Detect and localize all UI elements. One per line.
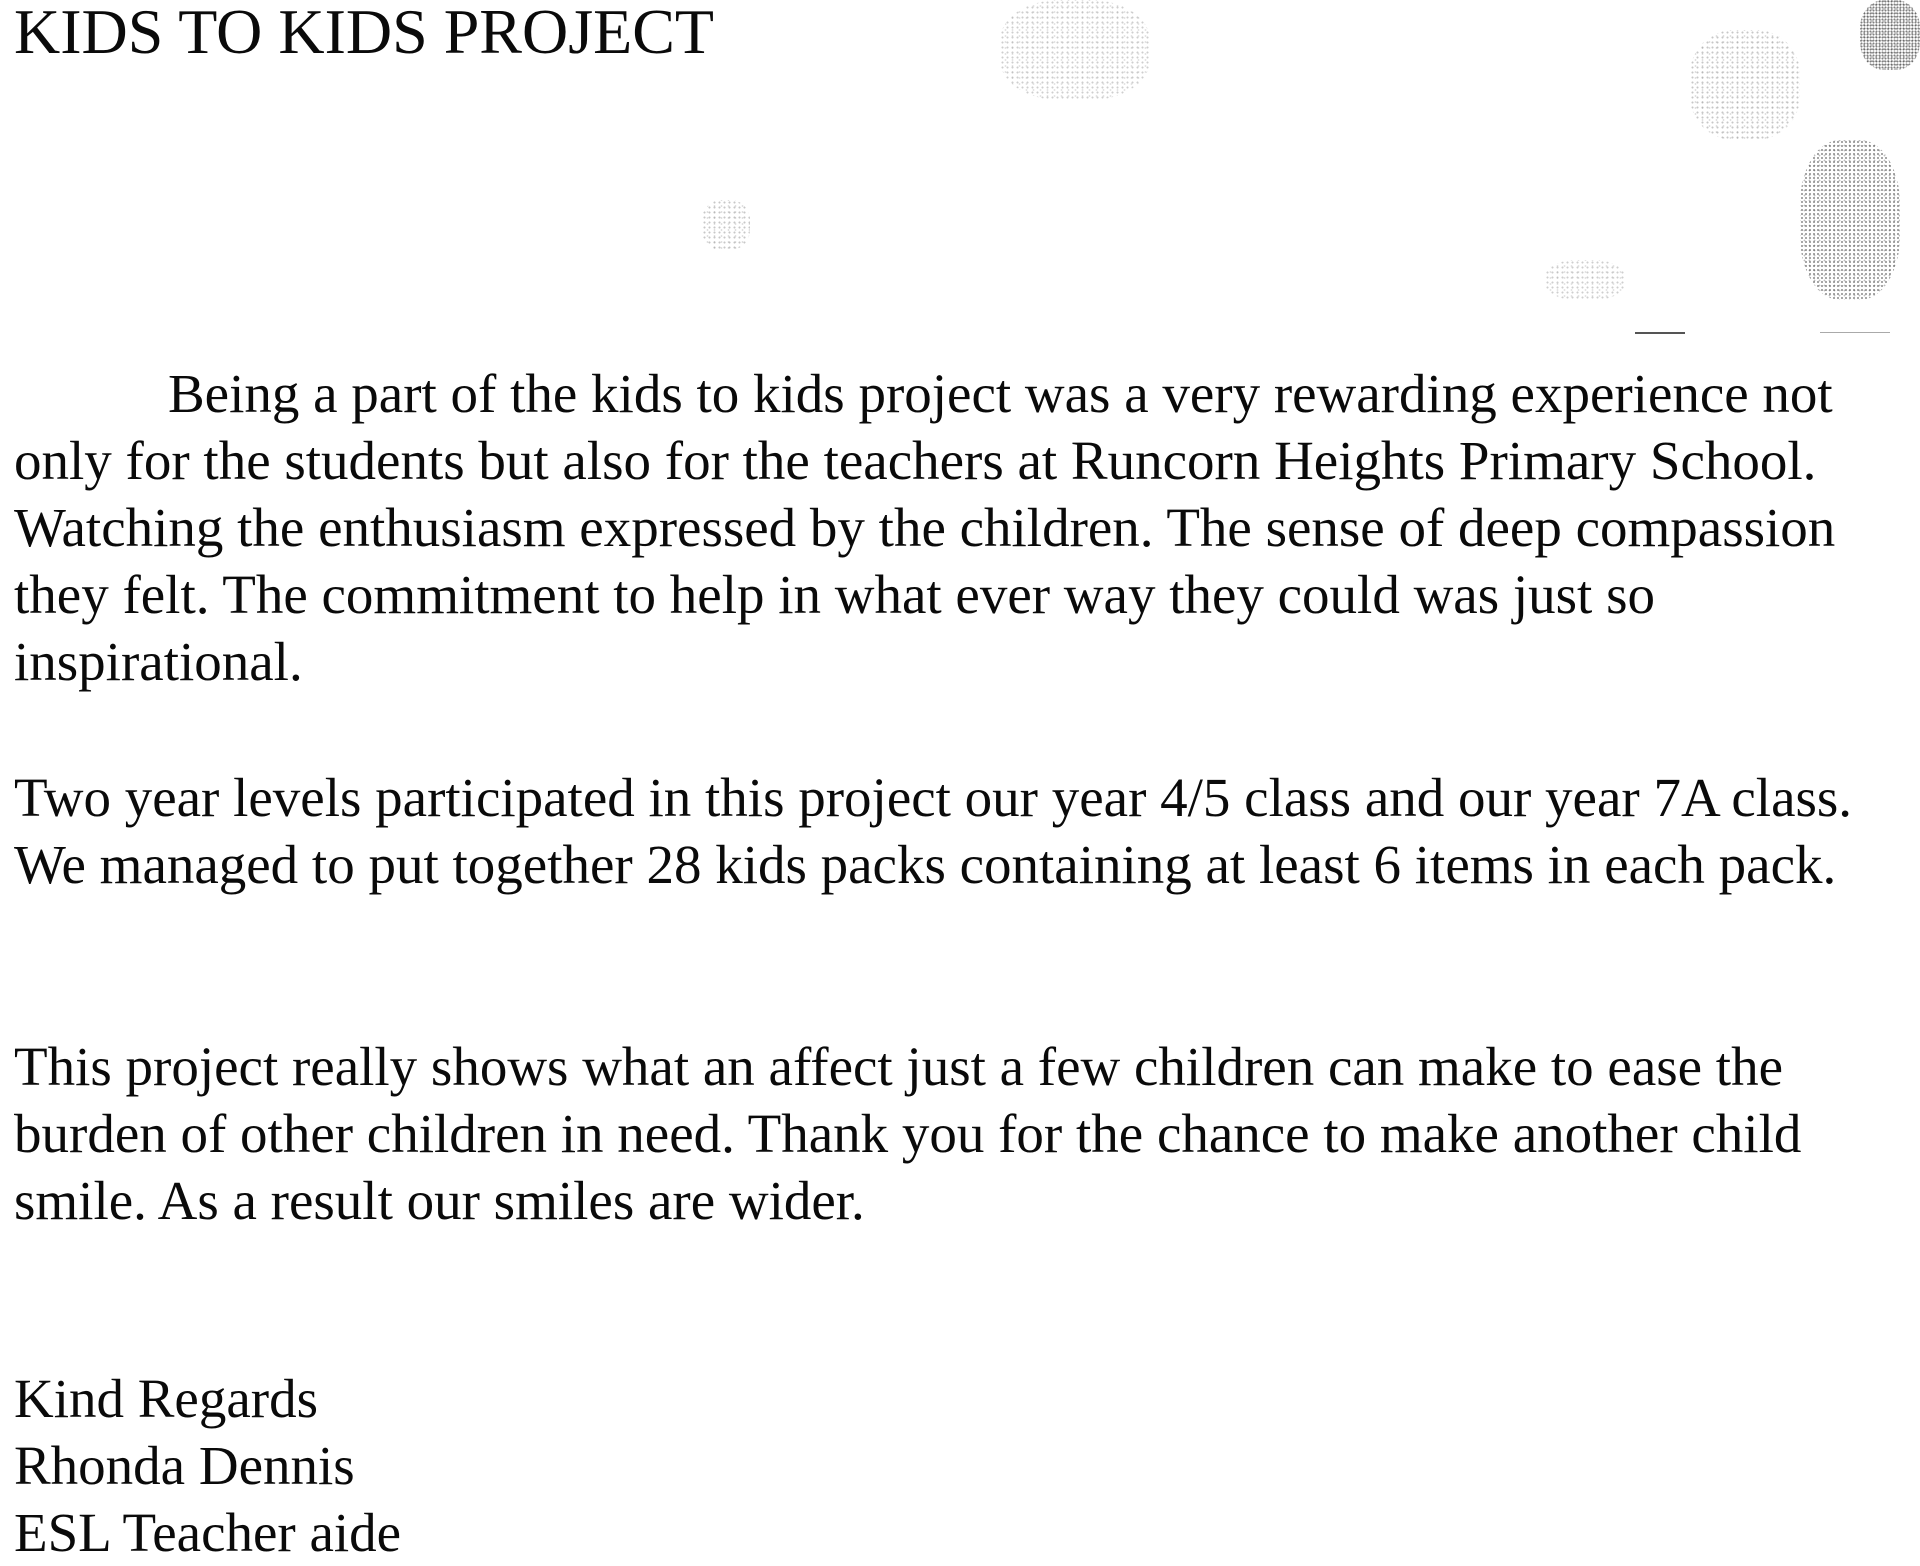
closing-salutation: Kind Regards bbox=[14, 1368, 318, 1429]
paragraph-experience: Being a part of the kids to kids project was a very rewarding experience not only for the students but also for the teachers at Runcorn Heights Primary School. Watching the enthusiasm expressed by the children. The sense of deep compassion they felt. The commitment to help in what ever way they could was just so inspirational. bbox=[14, 363, 1836, 692]
scan-artifact bbox=[1800, 140, 1900, 300]
paragraph-impact: This project really shows what an affect just a few children can make to ease the burden of other children in need. Thank you for the chance to make another child smile. As a result our smiles are wider. bbox=[14, 1036, 1802, 1231]
scan-artifact bbox=[1690, 30, 1800, 140]
scan-artifact bbox=[1545, 260, 1625, 300]
signer-name: Rhonda Dennis bbox=[14, 1435, 355, 1496]
scan-artifact bbox=[1860, 0, 1920, 70]
scan-artifact bbox=[1000, 0, 1150, 100]
scan-artifact bbox=[1635, 332, 1685, 334]
scan-artifact bbox=[702, 200, 750, 250]
paragraph-participation: Two year levels participated in this project our year 4/5 class and our year 7A class. We managed to put together 28 kids packs containing at least 6 items in each pack. bbox=[14, 767, 1853, 895]
signature-block bbox=[14, 1365, 401, 1566]
document-title: KIDS TO KIDS PROJECT bbox=[14, 0, 714, 67]
signer-role: ESL Teacher aide bbox=[14, 1502, 402, 1563]
scan-artifact bbox=[1820, 332, 1890, 333]
